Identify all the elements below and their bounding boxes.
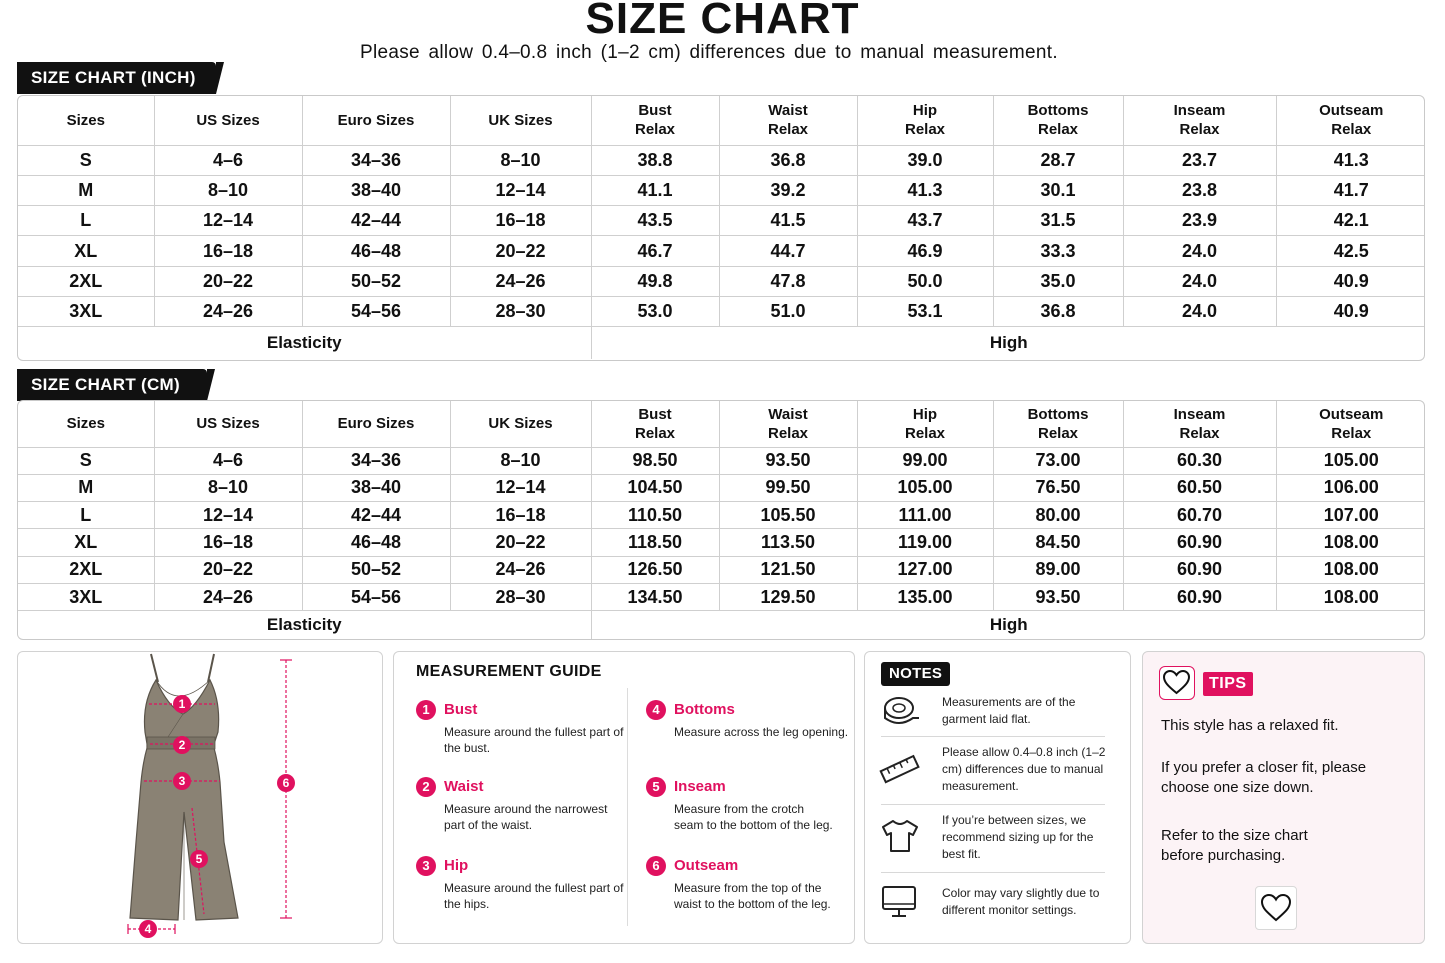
note-divider [881, 736, 1105, 737]
table-cell: 33.3 [993, 236, 1123, 266]
guide-name: Inseam [674, 778, 726, 795]
note-divider [881, 872, 1105, 873]
page-title: SIZE CHART [585, 0, 860, 43]
tips-panel [1142, 651, 1425, 944]
table-cell: 98.50 [591, 447, 719, 474]
elasticity-row [18, 611, 1425, 639]
table-cell: 60.90 [1123, 556, 1276, 583]
table-cell: 60.70 [1123, 502, 1276, 529]
table-row [18, 447, 1425, 474]
column-header-label: Sizes [66, 111, 105, 129]
column-header-label: Bust [638, 102, 672, 120]
guide-desc: Measure from the crotch seam to the bottom of the leg. [674, 802, 833, 832]
page-subtitle: Please allow 0.4–0.8 inch (1–2 cm) differences due to manual measurement. [360, 42, 1058, 63]
table-cell: 41.7 [1276, 175, 1425, 205]
column-header-label: Bottoms [1027, 102, 1089, 120]
column-header [857, 401, 993, 447]
table-cell: XL [18, 236, 154, 266]
column-header-label: UK Sizes [488, 415, 553, 433]
column-header-sublabel: Relax [1179, 121, 1220, 139]
table-cell: 31.5 [993, 206, 1123, 236]
heart-icon [1255, 886, 1297, 930]
column-header-sublabel: Relax [1331, 121, 1372, 139]
column-header-label: Inseam [1173, 102, 1226, 120]
table-cell: 111.00 [857, 502, 993, 529]
table-row [18, 502, 1425, 529]
tip-line: If you prefer a closer fit, please choose one size down. [1161, 759, 1367, 796]
table-cell: 36.8 [719, 145, 857, 175]
table-cell: 76.50 [993, 474, 1123, 501]
table-cell: 28–30 [450, 583, 591, 610]
table-cell: 41.3 [1276, 145, 1425, 175]
table-cell: 118.50 [591, 529, 719, 556]
table-cell: 3XL [18, 583, 154, 610]
table-cell: 60.30 [1123, 447, 1276, 474]
table-cell: 105.00 [857, 474, 993, 501]
table-cell: 46–48 [302, 529, 450, 556]
table-cell: 4–6 [154, 447, 302, 474]
column-header-label: Waist [768, 405, 808, 423]
guide-desc: Measure around the narrowest part of the waist. [444, 802, 608, 832]
column-header-sublabel: Relax [767, 121, 809, 139]
column-header [1123, 96, 1276, 145]
table-row [18, 236, 1425, 266]
column-header [154, 401, 302, 447]
guide-name: Bust [444, 701, 478, 718]
table-row [18, 206, 1425, 236]
cm-header-row [18, 401, 1425, 447]
column-header [1276, 96, 1425, 145]
table-cell: 50.0 [857, 266, 993, 296]
table-cell: 20–22 [450, 236, 591, 266]
table-cell: 43.7 [857, 206, 993, 236]
table-cell: 23.8 [1123, 175, 1276, 205]
table-cell: 8–10 [450, 145, 591, 175]
table-cell: 129.50 [719, 583, 857, 610]
table-cell: 41.3 [857, 175, 993, 205]
table-row [18, 175, 1425, 205]
table-cell: XL [18, 529, 154, 556]
inseam-marker: 5 [190, 850, 208, 868]
guide-desc: Measure around the fullest part of the bust. [444, 725, 624, 755]
table-cell: 8–10 [450, 447, 591, 474]
inch-size-table [17, 95, 1425, 361]
guide-name: Waist [444, 778, 484, 795]
table-cell: 50–52 [302, 556, 450, 583]
column-header-label: Bust [638, 405, 672, 423]
column-header-label: US Sizes [196, 111, 260, 129]
column-header [18, 401, 154, 447]
inch-table-grid [18, 96, 1425, 359]
table-cell: 105.00 [1276, 447, 1425, 474]
table-row [18, 266, 1425, 296]
table-cell: 127.00 [857, 556, 993, 583]
column-header-label: Inseam [1173, 405, 1226, 423]
column-header [993, 96, 1123, 145]
table-cell: 28.7 [993, 145, 1123, 175]
column-header [450, 401, 591, 447]
table-cell: 46.9 [857, 236, 993, 266]
column-header [591, 96, 719, 145]
table-cell: 34–36 [302, 447, 450, 474]
table-cell: 44.7 [719, 236, 857, 266]
jumpsuit-illustration [18, 652, 384, 945]
table-cell: 93.50 [719, 447, 857, 474]
table-cell: 54–56 [302, 583, 450, 610]
table-cell: M [18, 474, 154, 501]
inch-header-row [18, 96, 1425, 145]
table-cell: 12–14 [450, 175, 591, 205]
guide-number: 5 [646, 777, 666, 797]
column-header [302, 96, 450, 145]
bust-marker: 1 [173, 695, 191, 713]
column-header [302, 401, 450, 447]
table-cell: 40.9 [1276, 266, 1425, 296]
table-cell: 23.9 [1123, 206, 1276, 236]
column-header [450, 96, 591, 145]
monitor-icon [879, 885, 921, 921]
table-cell: 46–48 [302, 236, 450, 266]
guide-divider [627, 688, 628, 926]
heart-icon [1159, 666, 1195, 700]
column-header-sublabel: Relax [634, 121, 676, 139]
hip-marker: 3 [173, 772, 191, 790]
column-header [1123, 401, 1276, 447]
table-cell: 106.00 [1276, 474, 1425, 501]
note-item [879, 744, 1105, 798]
guide-number: 6 [646, 856, 666, 876]
tip-line: Refer to the size chart before purchasing. [1161, 827, 1308, 864]
table-cell: 99.00 [857, 447, 993, 474]
guide-number: 2 [416, 777, 436, 797]
table-cell: 38–40 [302, 175, 450, 205]
table-cell: 35.0 [993, 266, 1123, 296]
column-header [993, 401, 1123, 447]
table-cell: 53.0 [591, 296, 719, 326]
table-cell: 93.50 [993, 583, 1123, 610]
measurement-guide-panel [393, 651, 855, 944]
column-header-sublabel: Relax [1037, 424, 1079, 442]
guide-desc: Measure across the leg opening. [674, 725, 849, 739]
table-cell: 2XL [18, 266, 154, 296]
note-item [879, 885, 1105, 925]
table-cell: 16–18 [154, 236, 302, 266]
column-header-label: Hip [912, 405, 938, 423]
guide-desc: Measure from the top of the waist to the bottom of the leg. [674, 881, 831, 911]
notes-panel [864, 651, 1131, 944]
table-cell: 113.50 [719, 529, 857, 556]
table-cell: 12–14 [154, 502, 302, 529]
table-cell: 60.90 [1123, 583, 1276, 610]
table-cell: 42–44 [302, 502, 450, 529]
table-cell: 51.0 [719, 296, 857, 326]
note-text: If you’re between sizes, we recommend sizing up for the best fit. [942, 813, 1094, 861]
column-header-label: Outseam [1319, 405, 1384, 423]
tips-tab: TIPS [1203, 672, 1253, 696]
table-cell: 39.2 [719, 175, 857, 205]
table-cell: 89.00 [993, 556, 1123, 583]
table-cell: 12–14 [450, 474, 591, 501]
table-cell: 24.0 [1123, 236, 1276, 266]
table-cell: 38.8 [591, 145, 719, 175]
table-cell: 42.1 [1276, 206, 1425, 236]
table-cell: 2XL [18, 556, 154, 583]
table-row [18, 296, 1425, 326]
table-cell: 40.9 [1276, 296, 1425, 326]
garment-diagram-panel [17, 651, 383, 944]
table-cell: 24–26 [154, 296, 302, 326]
table-cell: 60.90 [1123, 529, 1276, 556]
table-cell: 42–44 [302, 206, 450, 236]
table-cell: 42.5 [1276, 236, 1425, 266]
note-item [879, 812, 1105, 866]
column-header-sublabel: Relax [904, 424, 946, 442]
table-cell: 108.00 [1276, 556, 1425, 583]
table-cell: 104.50 [591, 474, 719, 501]
table-cell: 54–56 [302, 296, 450, 326]
ruler-icon [879, 752, 921, 788]
table-cell: 4–6 [154, 145, 302, 175]
column-header-sublabel: Relax [1331, 424, 1372, 442]
note-item [879, 694, 1105, 734]
tshirt-icon [879, 818, 921, 854]
table-cell: S [18, 447, 154, 474]
guide-name: Bottoms [674, 701, 735, 718]
table-cell: 50–52 [302, 266, 450, 296]
outseam-marker: 6 [277, 774, 295, 792]
table-cell: 8–10 [154, 474, 302, 501]
cm-size-table [17, 400, 1425, 640]
note-text: Measurements are of the garment laid flat. [942, 695, 1076, 726]
elasticity-label: Elasticity [18, 327, 591, 359]
table-cell: 24–26 [450, 266, 591, 296]
table-cell: 121.50 [719, 556, 857, 583]
table-cell: 16–18 [450, 206, 591, 236]
table-cell: 108.00 [1276, 583, 1425, 610]
table-cell: 20–22 [450, 529, 591, 556]
cm-table-grid [18, 401, 1425, 639]
note-divider [881, 804, 1105, 805]
note-text: Color may vary slightly due to different monitor settings. [942, 886, 1100, 917]
table-cell: 41.5 [719, 206, 857, 236]
column-header-sublabel: Relax [767, 424, 809, 442]
table-cell: 49.8 [591, 266, 719, 296]
column-header-sublabel: Relax [1179, 424, 1220, 442]
table-cell: S [18, 145, 154, 175]
table-cell: 20–22 [154, 266, 302, 296]
column-header [719, 96, 857, 145]
column-header-label: Hip [912, 102, 938, 120]
table-cell: 84.50 [993, 529, 1123, 556]
column-header-label: Sizes [66, 415, 105, 433]
tip-line: This style has a relaxed fit. [1161, 717, 1339, 734]
table-cell: 36.8 [993, 296, 1123, 326]
column-header [719, 401, 857, 447]
table-row [18, 583, 1425, 610]
table-cell: 38–40 [302, 474, 450, 501]
table-cell: 119.00 [857, 529, 993, 556]
table-cell: 41.1 [591, 175, 719, 205]
table-cell: 16–18 [154, 529, 302, 556]
table-row [18, 474, 1425, 501]
guide-name: Outseam [674, 857, 739, 874]
table-row [18, 145, 1425, 175]
table-cell: 34–36 [302, 145, 450, 175]
column-header-label: Euro Sizes [337, 111, 415, 129]
column-header [1276, 401, 1425, 447]
table-cell: 46.7 [591, 236, 719, 266]
table-cell: 107.00 [1276, 502, 1425, 529]
guide-number: 3 [416, 856, 436, 876]
column-header-sublabel: Relax [1037, 121, 1079, 139]
column-header [591, 401, 719, 447]
column-header-label: Euro Sizes [337, 415, 415, 433]
guide-title: MEASUREMENT GUIDE [416, 663, 602, 680]
column-header-sublabel: Relax [634, 424, 676, 442]
table-cell: 53.1 [857, 296, 993, 326]
table-cell: 3XL [18, 296, 154, 326]
guide-number: 1 [416, 700, 436, 720]
elasticity-label: Elasticity [18, 611, 591, 639]
table-cell: 24.0 [1123, 296, 1276, 326]
column-header [857, 96, 993, 145]
guide-number: 4 [646, 700, 666, 720]
table-cell: 8–10 [154, 175, 302, 205]
inch-section-tab: SIZE CHART (INCH) [17, 62, 216, 94]
table-cell: 20–22 [154, 556, 302, 583]
column-header-label: UK Sizes [488, 111, 553, 129]
cm-section-tab: SIZE CHART (CM) [17, 369, 207, 401]
guide-name: Hip [444, 857, 469, 874]
note-text: Please allow 0.4–0.8 inch (1–2 cm) differences due to manual measurement. [942, 745, 1106, 793]
measuring-tape-icon [879, 694, 921, 730]
notes-tab: NOTES [881, 662, 950, 686]
table-cell: 73.00 [993, 447, 1123, 474]
elasticity-value: High [591, 327, 1425, 359]
elasticity-row [18, 327, 1425, 359]
table-cell: 39.0 [857, 145, 993, 175]
table-cell: 24–26 [154, 583, 302, 610]
elasticity-value: High [591, 611, 1425, 639]
table-cell: 135.00 [857, 583, 993, 610]
table-cell: 99.50 [719, 474, 857, 501]
table-cell: 24.0 [1123, 266, 1276, 296]
table-cell: 43.5 [591, 206, 719, 236]
column-header [154, 96, 302, 145]
waist-marker: 2 [173, 736, 191, 754]
column-header-label: US Sizes [196, 415, 260, 433]
table-cell: 108.00 [1276, 529, 1425, 556]
column-header-sublabel: Relax [904, 121, 946, 139]
table-cell: 24–26 [450, 556, 591, 583]
column-header-label: Waist [768, 102, 808, 120]
table-cell: 110.50 [591, 502, 719, 529]
table-cell: 16–18 [450, 502, 591, 529]
table-cell: 60.50 [1123, 474, 1276, 501]
table-cell: 126.50 [591, 556, 719, 583]
table-row [18, 556, 1425, 583]
bottoms-marker: 4 [139, 920, 157, 938]
table-cell: L [18, 206, 154, 236]
table-cell: 30.1 [993, 175, 1123, 205]
table-cell: L [18, 502, 154, 529]
table-cell: 134.50 [591, 583, 719, 610]
table-cell: 12–14 [154, 206, 302, 236]
table-cell: 28–30 [450, 296, 591, 326]
table-row [18, 529, 1425, 556]
table-cell: 23.7 [1123, 145, 1276, 175]
table-cell: 47.8 [719, 266, 857, 296]
column-header [18, 96, 154, 145]
column-header-label: Outseam [1319, 102, 1384, 120]
table-cell: 105.50 [719, 502, 857, 529]
guide-desc: Measure around the fullest part of the hips. [444, 881, 624, 911]
column-header-label: Bottoms [1027, 405, 1089, 423]
table-cell: M [18, 175, 154, 205]
table-cell: 80.00 [993, 502, 1123, 529]
